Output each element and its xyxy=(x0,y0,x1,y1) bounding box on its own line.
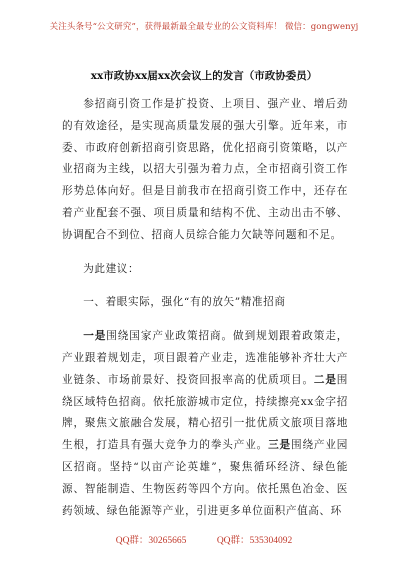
top-banner: 关注头条号“公文研究”，获得最新最全最专业的公文资料库！ 微信：gongwenyj xyxy=(49,22,359,32)
paragraph-intro: 参招商引资工作是扩投资、上项目、强产业、增后劲的有效途径，是实现高质量发展的强大引擎。近年来，市委、市政府创新招商引资思路，优化招商引资策略，以产业招商为主线，以招大引强为着力点，全市招商引资工作形势总体向好。但是目前我市在招商引资工作中，还存在着产业配套不强、项目质量和结构不优、主动出击不够、协调配合不到位、招商人员综合能力欠缺等问题和不足。 xyxy=(62,98,348,241)
keyword-third: 三是 xyxy=(268,439,291,452)
text-second: 围绕区域特色招商。依托旅游城市定位，持续擦亮xx金字招牌，聚焦文旅融合发展，精心招引一批优质文旅项目落地生根，打造具有强大竞争力的拳头产业。 xyxy=(62,373,348,452)
keyword-first: 一是 xyxy=(83,330,107,343)
section-heading-1: 一、着眼实际，强化“有的放矢”精准招商 xyxy=(83,296,286,309)
paragraph-suggestion-lead: 为此建议： xyxy=(83,262,140,275)
document-body xyxy=(62,94,348,522)
footer-contacts xyxy=(0,532,408,546)
text-third: 围绕产业园区招商。坚持“以亩产论英雄”，聚焦循环经济、绿色能源、智能制造、生物医药等四个方向。依托黑色冶金、医药领域、绿色能源等产业，引进更多单位面积产值高、环 xyxy=(62,439,348,517)
keyword-second: 二是 xyxy=(313,373,337,386)
footer-qq-group-2: QQ群：535304092 xyxy=(216,536,293,546)
document-title: xx市政协xx届xx次会议上的发言（市政协委员） xyxy=(90,70,318,82)
paragraph-section-1 xyxy=(62,326,348,522)
text-first: 围绕国家产业政策招商。做到规划跟着政策走，产业跟着规划走，项目跟着产业走，选准能够补齐壮大产业链条、市场前景好、投资回报率高的优质项目。 xyxy=(62,330,348,386)
footer-qq-group-1: QQ群：30265665 xyxy=(115,536,187,546)
